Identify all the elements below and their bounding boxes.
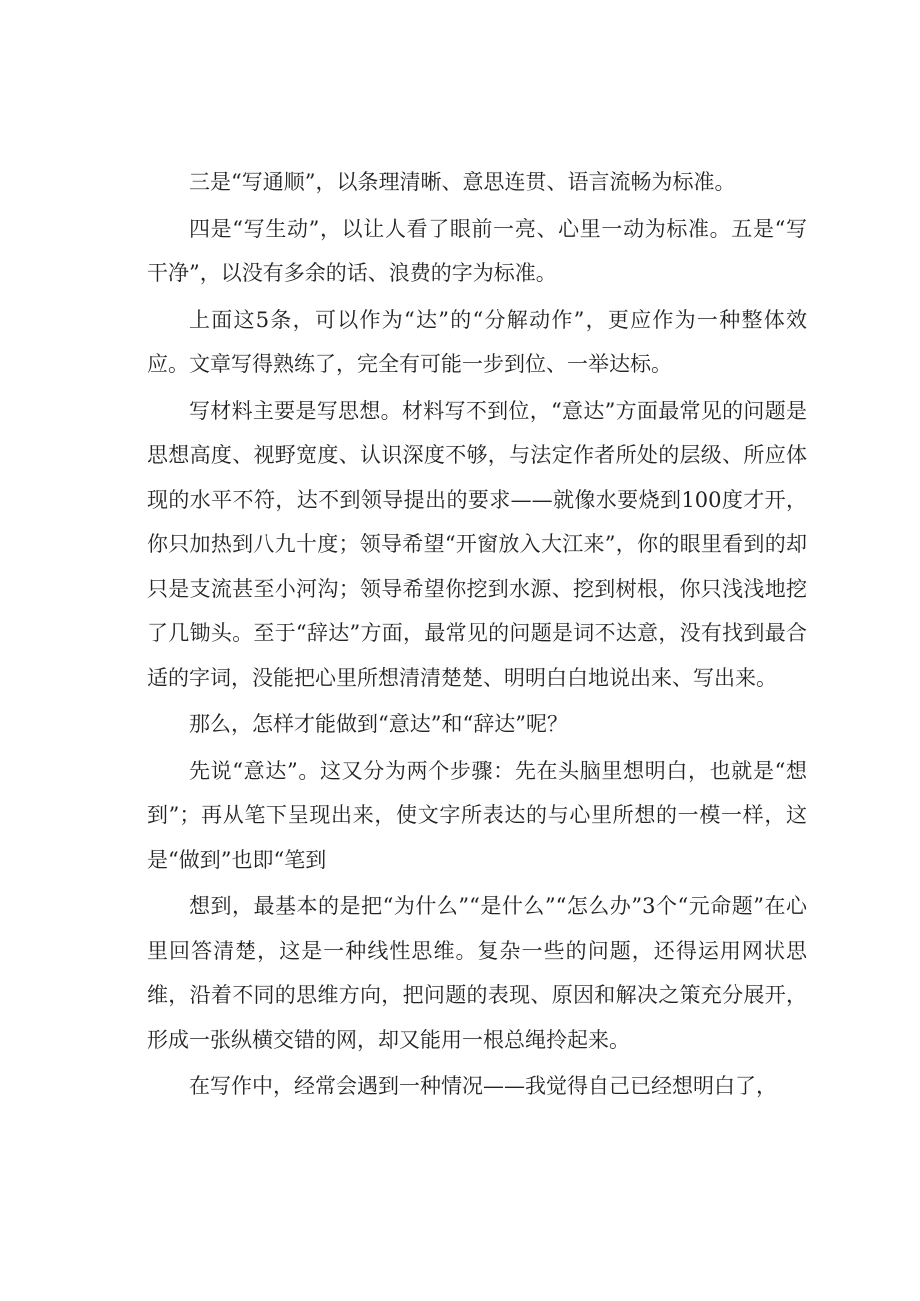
paragraph-thinking: 想到，最基本的是把“为什么”“是什么”“怎么办”3个“元命题”在心里回答清楚，这是一种线性思维。复杂一些的问题，还得运用网状思维，沿着不同的思维方向，把问题的表现、原因和解决之策充分展开，形成一张纵横交错的网，却又能用一根总绳拎起来。 bbox=[147, 894, 807, 1052]
paragraph-question: 那么，怎样才能做到“意达”和“辞达”呢？ bbox=[189, 712, 568, 736]
paragraph-writing-thought: 写材料主要是写思想。材料写不到位，“意达”方面最常见的问题是思想高度、视野宽度、认识深度不够，与法定作者所处的层级、所应体现的水平不符，达不到领导提出的要求——就像水要烧到100度才开，你只加热到八九十度；领导希望“开窗放入大江来”，你的眼里看到的却只是支流甚至小河沟；领导希望你挖到水源、挖到树根，你只浅浅地挖了几锄头。至于“辞达”方面，最常见的问题是词不达意，没有找到最合适的字词，没能把心里所想清清楚楚、明明白白地说出来、写出来。 bbox=[147, 398, 807, 690]
paragraph-writing-situation: 在写作中，经常会遇到一种情况——我觉得自己已经想明白了， bbox=[189, 1074, 777, 1098]
paragraph-writing-vivid-clean: 四是“写生动”，以让人看了眼前一亮、心里一动为标准。五是“写干净”，以没有多余的话、浪费的字为标准。 bbox=[147, 216, 807, 285]
paragraph-writing-smooth: 三是“写通顺”，以条理清晰、意思连贯、语言流畅为标准。 bbox=[189, 170, 736, 194]
paragraph-five-items: 上面这5条，可以作为“达”的“分解动作”，更应作为一种整体效应。文章写得熟练了，完全有可能一步到位、一举达标。 bbox=[147, 307, 807, 376]
paragraph-yida-steps: 先说“意达”。这又分为两个步骤：先在头脑里想明白，也就是“想到”；再从笔下呈现出来，使文字所表达的与心里所想的一模一样，这是“做到”也即“笔到 bbox=[147, 758, 807, 872]
document-body bbox=[147, 160, 807, 1109]
